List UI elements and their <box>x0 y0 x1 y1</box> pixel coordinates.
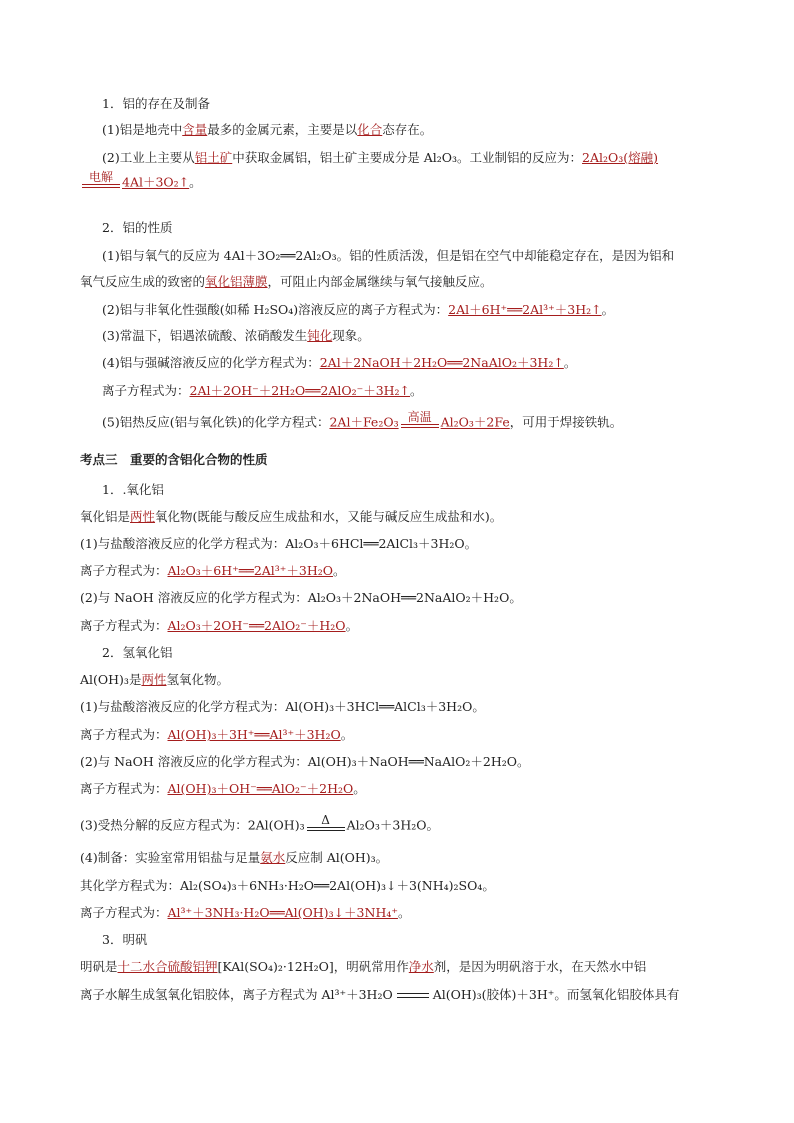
paragraph-hydroxide-naoh-ionic <box>0 781 794 797</box>
answer-blank: Al³⁺＋3NH₃·H₂O══Al(OH)₃↓＋3NH₄⁺ <box>167 905 398 920</box>
subsection-text: 3．明矾 <box>102 932 148 947</box>
text: (1)铝是地壳中 <box>102 122 183 137</box>
paragraph-preparation <box>0 850 794 866</box>
answer-blank: 十二水合硫酸铝钾 <box>117 959 218 974</box>
answer-blank: 2Al＋2OH⁻＋2H₂O══2AlO₂⁻＋3H₂↑ <box>189 383 411 398</box>
text: 。 <box>345 618 359 633</box>
subsection-text: 1．.氧化铝 <box>102 482 164 497</box>
text: (5)铝热反应(铝与氧化铁)的化学方程式： <box>102 414 330 430</box>
answer-blank: Al₂O₃＋2OH⁻══2AlO₂⁻＋H₂O <box>167 618 346 633</box>
answer-blank: 2Al₂O₃(熔融) <box>582 150 659 165</box>
paragraph-industrial-production <box>0 150 794 166</box>
heading-text: 考点三 重要的含铝化合物的性质 <box>80 452 268 467</box>
text: 现象。 <box>332 328 370 343</box>
text: 剂，是因为明矾溶于水，在天然水中铝 <box>433 959 647 974</box>
text: 氢氧化物。 <box>166 672 229 687</box>
answer-blank: Al(OH)₃＋3H⁺══Al³⁺＋3H₂O <box>167 727 341 742</box>
text: 。 <box>353 781 366 796</box>
text: (4)制备：实验室常用铝盐与足量 <box>80 850 261 865</box>
text: 。 <box>601 302 615 317</box>
answer-blank: Al₂O₃＋2Fe <box>440 414 510 430</box>
paragraph-alum-definition <box>0 959 794 975</box>
text: 明矾是 <box>80 959 118 974</box>
text: ，可用于焊接铁轨。 <box>509 414 623 430</box>
text: 反应制 Al(OH)₃。 <box>285 850 389 865</box>
paragraph-acid-reaction <box>0 302 794 318</box>
paragraph-oxygen-reaction <box>0 248 794 264</box>
text: 氧化铝是 <box>80 509 131 524</box>
text: [KAl(SO₄)₂·12H₂O]，明矾常用作 <box>217 959 409 974</box>
text: ，可阻止内部金属继续与氧气接触反应。 <box>267 274 493 289</box>
answer-blank: 2Al＋2NaOH＋2H₂O══2NaAlO₂＋3H₂↑ <box>319 355 564 370</box>
text: 氧气反应生成的致密的 <box>80 274 206 289</box>
paragraph-hydroxide-hcl <box>0 699 794 715</box>
answer-blank: 化合 <box>357 122 383 137</box>
section-heading-compounds <box>0 452 794 468</box>
answer-blank: Al(OH)₃＋OH⁻══AlO₂⁻＋2H₂O <box>167 781 354 796</box>
subsection-aluminum-hydroxide <box>0 645 794 661</box>
text: 态存在。 <box>382 122 433 137</box>
subsection-alum <box>0 932 794 948</box>
answer-blank: 两性 <box>130 509 156 524</box>
text: (2)工业上主要从 <box>102 150 195 165</box>
text: (4)铝与强碱溶液反应的化学方程式为： <box>102 355 320 370</box>
paragraph-passivation <box>0 328 794 344</box>
text: Al₂O₃＋3H₂O。 <box>346 817 440 833</box>
subsection-text: 2．氢氧化铝 <box>102 645 173 660</box>
text: 。 <box>563 355 577 370</box>
text: 。 <box>189 174 202 190</box>
answer-blank: 含量 <box>182 122 208 137</box>
answer-blank: 2Al＋6H⁺══2Al³⁺＋3H₂↑ <box>448 302 602 317</box>
paragraph-alumina-naoh <box>0 590 794 606</box>
paragraph-base-reaction <box>0 355 794 371</box>
paragraph-alumina-naoh-ionic <box>0 618 794 634</box>
paragraph-amphoteric-hydroxide <box>0 672 794 688</box>
paragraph-thermal-decomposition <box>0 813 794 839</box>
text: (1)铝与氧气的反应为 4Al＋3O₂══2Al₂O₃。铝的性质活泼，但是铝在空气中却能稳定存在，是因为铝和 <box>102 248 675 263</box>
text: (1)与盐酸溶液反应的化学方程式为：Al(OH)₃＋3HCl══AlCl₃＋3H₂O。 <box>80 699 485 714</box>
text: 最多的金属元素，主要是以 <box>207 122 358 137</box>
text: 离子方程式为： <box>80 563 168 578</box>
answer-blank: 氧化铝薄膜 <box>205 274 268 289</box>
text: (1)与盐酸溶液反应的化学方程式为：Al₂O₃＋6HCl══2AlCl₃＋3H₂O。 <box>80 536 478 551</box>
text: (3)常温下，铝遇浓硫酸、浓硝酸发生 <box>102 328 308 343</box>
text: 氧化物(既能与酸反应生成盐和水，又能与碱反应生成盐和水)。 <box>155 509 503 524</box>
answer-blank: 4Al＋3O₂↑ <box>122 174 190 190</box>
paragraph-preparation-ionic <box>0 905 794 921</box>
section-title-aluminum-occurrence <box>0 96 794 112</box>
paragraph-oxide-film <box>0 274 794 290</box>
high-temperature-condition <box>401 410 439 436</box>
paragraph-alumina-hcl-ionic <box>0 563 794 579</box>
paragraph-electrolysis-equation <box>0 170 794 196</box>
text: 离子方程式为： <box>102 383 190 398</box>
condition-text: 高温 <box>407 410 432 424</box>
text: (2)与 NaOH 溶液反应的化学方程式为：Al(OH)₃＋NaOH══NaAlO₂＋2H₂O。 <box>80 754 530 769</box>
text: 离子水解生成氢氧化铝胶体，离子方程式为 Al³⁺＋3H₂O <box>80 987 393 1002</box>
answer-blank: 两性 <box>141 672 167 687</box>
text: Al(OH)₃(胶体)＋3H⁺。而氢氧化铝胶体具有 <box>432 987 680 1002</box>
delta-symbol: Δ <box>321 813 330 827</box>
paragraph-thermite <box>0 410 794 436</box>
answer-blank: Al₂O₃＋6H⁺══2Al³⁺＋3H₂O <box>167 563 334 578</box>
paragraph-amphoteric-oxide <box>0 509 794 525</box>
text: 。 <box>397 905 411 920</box>
text: Al(OH)₃是 <box>80 672 142 687</box>
paragraph-alum-hydrolysis <box>0 987 794 1003</box>
text: (2)铝与非氧化性强酸(如稀 H₂SO₄)溶液反应的离子方程式为： <box>102 302 449 317</box>
answer-blank: 净水 <box>408 959 434 974</box>
section-title-text: 2．铝的性质 <box>102 220 173 235</box>
text: 。 <box>333 563 346 578</box>
text: 离子方程式为： <box>80 781 168 796</box>
answer-blank: 氨水 <box>260 850 286 865</box>
electrolysis-condition <box>82 170 120 196</box>
answer-blank: 铝土矿 <box>194 150 233 165</box>
reversible-arrow-icon <box>397 992 429 999</box>
answer-blank: 钝化 <box>307 328 333 343</box>
text: (2)与 NaOH 溶液反应的化学方程式为：Al₂O₃＋2NaOH══2NaAlO₂＋H₂O。 <box>80 590 522 605</box>
text: (3)受热分解的反应方程式为：2Al(OH)₃ <box>80 817 305 833</box>
text: 。 <box>410 383 423 398</box>
section-title-aluminum-properties <box>0 220 794 236</box>
paragraph-hydroxide-hcl-ionic <box>0 727 794 743</box>
section-title-text: 1．铝的存在及制备 <box>102 96 210 111</box>
paragraph-base-ionic <box>0 383 794 399</box>
paragraph-preparation-equation <box>0 878 794 894</box>
text: 离子方程式为： <box>80 618 168 633</box>
text: 。 <box>340 727 354 742</box>
paragraph-aluminum-abundance <box>0 122 794 138</box>
text: 其化学方程式为：Al₂(SO₄)₃＋6NH₃·H₂O══2Al(OH)₃↓＋3(NH₄)₂SO₄。 <box>80 878 495 893</box>
subsection-alumina <box>0 482 794 498</box>
answer-blank: 2Al＋Fe₂O₃ <box>329 414 399 430</box>
paragraph-hydroxide-naoh <box>0 754 794 770</box>
text: 中获取金属铝，铝土矿主要成分是 Al₂O₃。工业制铝的反应为： <box>232 150 583 165</box>
condition-text: 电解 <box>88 170 113 184</box>
text: 离子方程式为： <box>80 905 168 920</box>
paragraph-alumina-hcl <box>0 536 794 552</box>
text: 离子方程式为： <box>80 727 168 742</box>
heat-condition <box>307 813 345 839</box>
